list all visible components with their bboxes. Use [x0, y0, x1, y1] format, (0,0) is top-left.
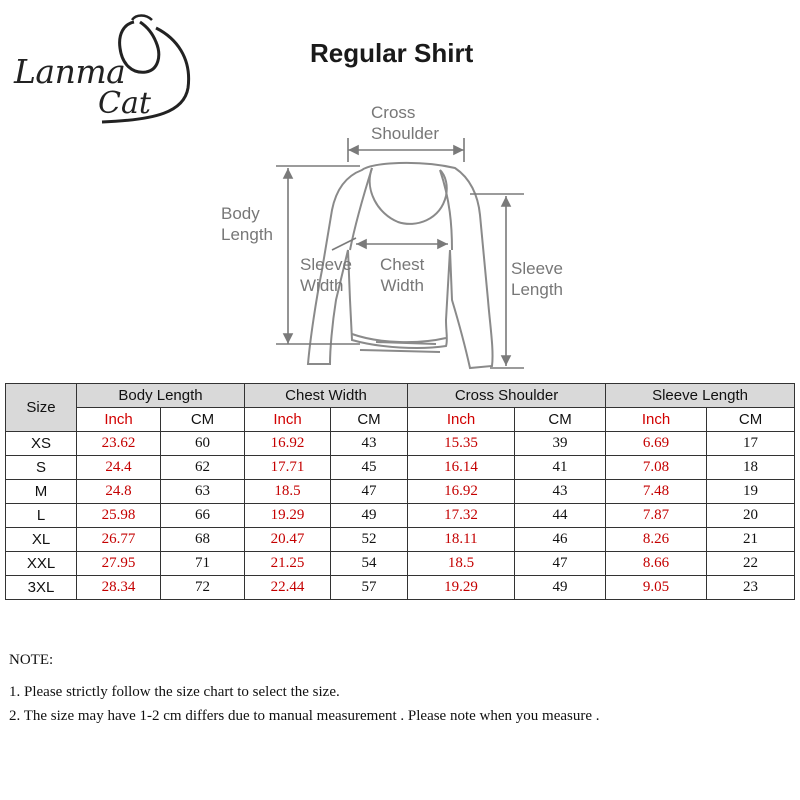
table-row: [6, 576, 795, 600]
cell-sleeve-length-cm: 19: [707, 480, 795, 504]
page-title: Regular Shirt: [310, 38, 474, 68]
note-item: 2. The size may have 1-2 cm differs due to manual measurement . Please note when you measure .: [9, 708, 600, 724]
label-sleeve-length-line2: Length: [511, 280, 563, 299]
cell-chest-width-cm: 54: [331, 552, 408, 576]
note-item: 1. Please strictly follow the size chart to select the size.: [9, 684, 340, 700]
notes-section: [9, 648, 600, 728]
size-label: XL: [6, 528, 77, 552]
subheader-cm: CM: [515, 408, 606, 432]
cell-sleeve-length-inch: 8.66: [606, 552, 707, 576]
header-cross-shoulder: Cross Shoulder: [408, 384, 606, 408]
table-row: [6, 552, 795, 576]
cell-body-length-cm: 66: [161, 504, 245, 528]
cell-chest-width-inch: 19.29: [245, 504, 331, 528]
size-label: 3XL: [6, 576, 77, 600]
label-sleeve-length-line1: Sleeve: [511, 259, 563, 278]
cell-sleeve-length-inch: 7.87: [606, 504, 707, 528]
cell-chest-width-cm: 47: [331, 480, 408, 504]
cell-chest-width-cm: 43: [331, 432, 408, 456]
cell-chest-width-inch: 17.71: [245, 456, 331, 480]
cell-sleeve-length-inch: 9.05: [606, 576, 707, 600]
label-sleeve-width-line2: Width: [300, 276, 344, 295]
header-chest-width: Chest Width: [245, 384, 408, 408]
cell-body-length-inch: 23.62: [77, 432, 161, 456]
cell-cross-shoulder-cm: 49: [515, 576, 606, 600]
cell-body-length-inch: 28.34: [77, 576, 161, 600]
cell-body-length-inch: 24.4: [77, 456, 161, 480]
logo-text-line1: Lanma: [14, 52, 126, 91]
subheader-inch: Inch: [408, 408, 515, 432]
cell-sleeve-length-cm: 23: [707, 576, 795, 600]
cell-body-length-cm: 63: [161, 480, 245, 504]
cell-sleeve-length-cm: 20: [707, 504, 795, 528]
cell-chest-width-inch: 16.92: [245, 432, 331, 456]
label-cross-shoulder: [371, 102, 439, 144]
cell-sleeve-length-cm: 21: [707, 528, 795, 552]
cell-body-length-inch: 26.77: [77, 528, 161, 552]
size-label: S: [6, 456, 77, 480]
subheader-inch: Inch: [606, 408, 707, 432]
cell-body-length-inch: 27.95: [77, 552, 161, 576]
cell-cross-shoulder-inch: 16.14: [408, 456, 515, 480]
table-row: [6, 456, 795, 480]
label-body-length-line1: Body: [221, 204, 260, 223]
header-size: Size: [6, 384, 77, 432]
size-label: M: [6, 480, 77, 504]
cell-sleeve-length-inch: 8.26: [606, 528, 707, 552]
cell-cross-shoulder-cm: 43: [515, 480, 606, 504]
cell-chest-width-cm: 57: [331, 576, 408, 600]
label-chest-width-line1: Chest: [380, 255, 425, 274]
cell-sleeve-length-cm: 17: [707, 432, 795, 456]
header-body-length: Body Length: [77, 384, 245, 408]
notes-heading: NOTE:: [9, 652, 54, 668]
cell-chest-width-cm: 49: [331, 504, 408, 528]
cell-body-length-inch: 25.98: [77, 504, 161, 528]
subheader-cm: CM: [707, 408, 795, 432]
label-sleeve-length: [511, 258, 563, 300]
header-sleeve-length: Sleeve Length: [606, 384, 795, 408]
cell-body-length-cm: 71: [161, 552, 245, 576]
cell-body-length-cm: 62: [161, 456, 245, 480]
table-row: [6, 432, 795, 456]
cell-chest-width-cm: 52: [331, 528, 408, 552]
cell-cross-shoulder-inch: 18.11: [408, 528, 515, 552]
cell-cross-shoulder-cm: 44: [515, 504, 606, 528]
cell-sleeve-length-cm: 22: [707, 552, 795, 576]
subheader-inch: Inch: [77, 408, 161, 432]
table-row: [6, 504, 795, 528]
cell-chest-width-inch: 20.47: [245, 528, 331, 552]
label-chest-width-line2: Width: [380, 276, 424, 295]
cell-cross-shoulder-inch: 16.92: [408, 480, 515, 504]
cell-sleeve-length-inch: 6.69: [606, 432, 707, 456]
cell-sleeve-length-inch: 7.08: [606, 456, 707, 480]
label-sleeve-width-line1: Sleeve: [300, 255, 352, 274]
subheader-cm: CM: [331, 408, 408, 432]
cell-chest-width-inch: 21.25: [245, 552, 331, 576]
cell-body-length-cm: 60: [161, 432, 245, 456]
cell-cross-shoulder-cm: 39: [515, 432, 606, 456]
table-row: [6, 480, 795, 504]
cell-cross-shoulder-cm: 46: [515, 528, 606, 552]
cell-sleeve-length-inch: 7.48: [606, 480, 707, 504]
label-cross-shoulder-line1: Cross: [371, 103, 416, 122]
subheader-cm: CM: [161, 408, 245, 432]
cell-body-length-cm: 72: [161, 576, 245, 600]
label-chest-width: [380, 254, 424, 296]
shirt-measurement-diagram: [0, 0, 800, 380]
cell-body-length-cm: 68: [161, 528, 245, 552]
cell-chest-width-inch: 18.5: [245, 480, 331, 504]
size-label: L: [6, 504, 77, 528]
cell-cross-shoulder-inch: 17.32: [408, 504, 515, 528]
size-chart-table: [5, 383, 795, 600]
cell-cross-shoulder-inch: 15.35: [408, 432, 515, 456]
subheader-inch: Inch: [245, 408, 331, 432]
label-body-length: [221, 203, 273, 245]
size-label: XXL: [6, 552, 77, 576]
cell-cross-shoulder-inch: 18.5: [408, 552, 515, 576]
cell-chest-width-cm: 45: [331, 456, 408, 480]
label-body-length-line2: Length: [221, 225, 273, 244]
size-chart-table-wrap: [5, 383, 794, 600]
cell-cross-shoulder-inch: 19.29: [408, 576, 515, 600]
cell-cross-shoulder-cm: 47: [515, 552, 606, 576]
cell-sleeve-length-cm: 18: [707, 456, 795, 480]
cell-cross-shoulder-cm: 41: [515, 456, 606, 480]
label-sleeve-width: [300, 254, 352, 296]
size-label: XS: [6, 432, 77, 456]
label-cross-shoulder-line2: Shoulder: [371, 124, 440, 143]
logo-text-line2: Cat: [98, 86, 151, 121]
table-row: [6, 528, 795, 552]
cell-body-length-inch: 24.8: [77, 480, 161, 504]
cell-chest-width-inch: 22.44: [245, 576, 331, 600]
